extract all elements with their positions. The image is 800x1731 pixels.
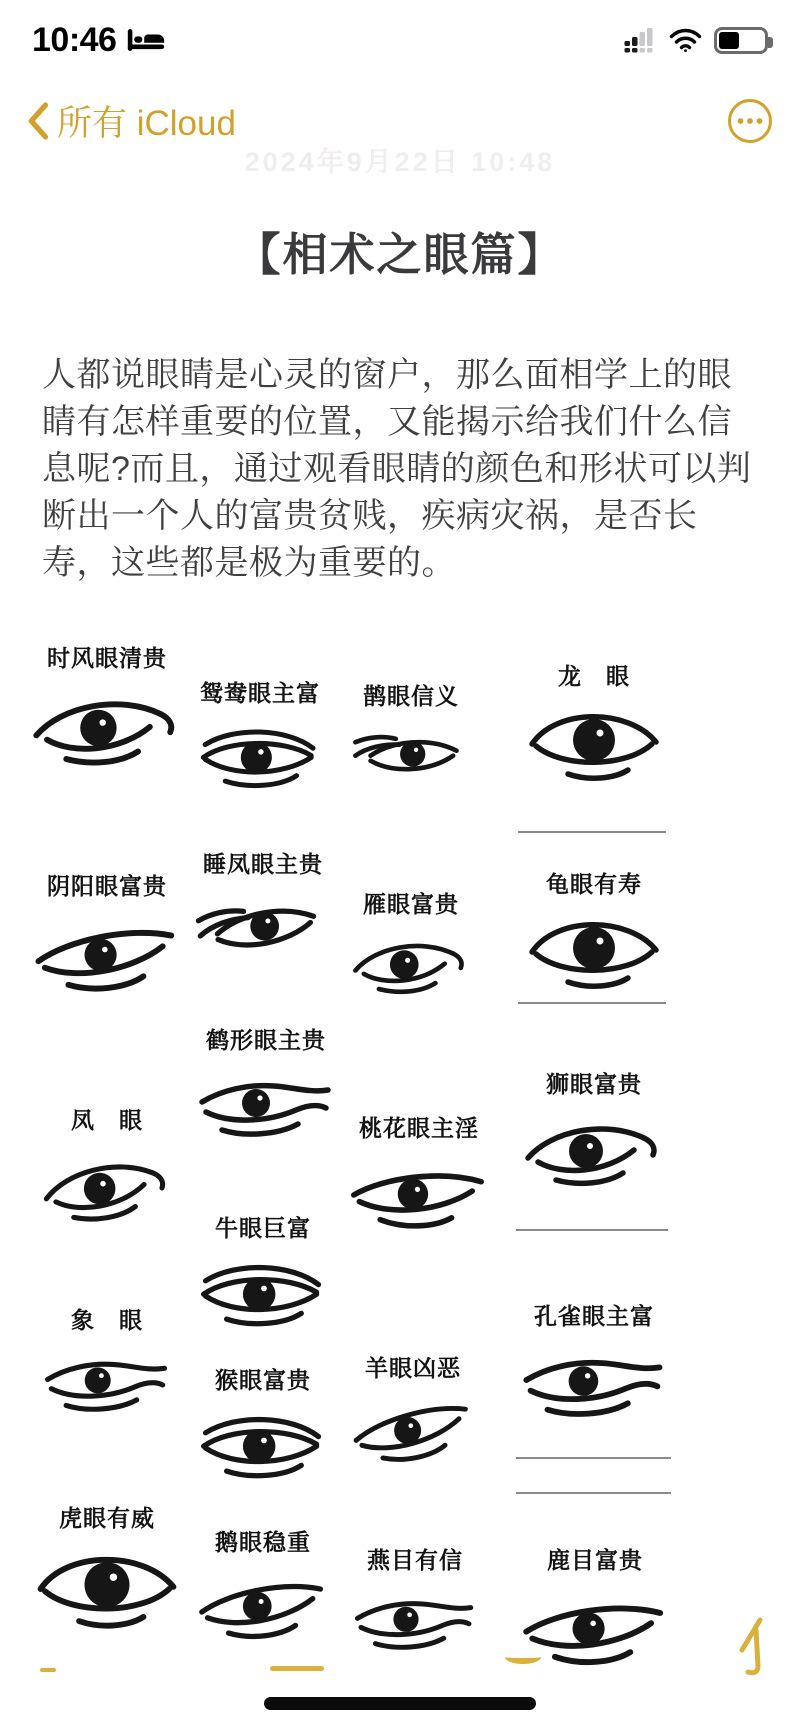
eye-cell: [524, 866, 664, 990]
eye-illustration-round: [524, 910, 664, 990]
yellow-highlight-mark: [40, 1668, 56, 1672]
eye-label: 狮眼富贵: [546, 1071, 642, 1097]
eye-label: 凤 眼: [71, 1107, 143, 1133]
column-divider: [516, 1492, 671, 1494]
eye-label: 鸳鸯眼主富: [200, 680, 320, 706]
eye-label: 龟眼有寿: [546, 871, 642, 897]
back-label: 所有 iCloud: [57, 104, 236, 143]
eye-cell: [350, 1350, 476, 1466]
eye-cell: [42, 1302, 172, 1420]
note-paragraph: 人都说眼睛是心灵的窗户，那么面相学上的眼睛有怎样重要的位置，又能揭示给我们什么信息呢?而且，通过观看眼睛的颜色和形状可以判断出一个人的富贵贫贱，疾病灾祸，是否长寿，这些都是极为重要的。: [42, 356, 752, 582]
eye-cell: [196, 1022, 336, 1146]
eye-cell: [348, 1110, 490, 1235]
column-divider: [518, 831, 666, 833]
eye-cell: [32, 868, 182, 998]
eye-label: 象 眼: [71, 1307, 143, 1333]
eye-label: 时风眼清贵: [47, 645, 167, 671]
column-divider: [518, 1002, 666, 1004]
eye-label: 雁眼富贵: [363, 891, 459, 917]
column-divider: [516, 1457, 671, 1459]
eye-cell: [520, 1542, 670, 1672]
eye-label: 羊眼凶恶: [365, 1355, 461, 1381]
eye-illustration-wavy: [196, 1066, 336, 1146]
eye-illustration-almond: [524, 1110, 664, 1190]
eye-cell: [196, 1210, 330, 1331]
eye-cell: [352, 1542, 478, 1658]
eye-illustration-leaf: [196, 1406, 330, 1483]
eye-cell: [196, 1524, 330, 1645]
eye-illustration-wavy: [42, 1346, 172, 1420]
eye-illustration-wavy: [352, 1586, 478, 1658]
eye-illustration-leaf: [196, 1254, 330, 1331]
home-indicator[interactable]: [264, 1697, 536, 1710]
yellow-highlight-mark: [270, 1666, 324, 1671]
eye-illustration-slant: [518, 1582, 672, 1675]
eye-illustration-slant: [32, 912, 182, 998]
eye-cell: [352, 886, 470, 997]
eye-illustration-wavy: [520, 1342, 668, 1427]
eye-label: 桃花眼主淫: [359, 1115, 479, 1141]
eye-cell: [196, 846, 330, 967]
eye-illustration-round: [524, 702, 664, 782]
yellow-handwriting-mark: [736, 1616, 766, 1678]
eye-label: 鹿目富贵: [547, 1547, 643, 1573]
eye-cell: [524, 658, 664, 782]
eye-illustration-almond: [40, 1146, 175, 1229]
eye-cell: [196, 675, 324, 792]
eye-illustration-almond: [352, 930, 470, 997]
eye-label: 虎眼有威: [59, 1505, 155, 1531]
eye-illustration-lashed: [352, 722, 470, 789]
eye-label: 阴阳眼富贵: [47, 873, 167, 899]
eye-cell: [352, 678, 470, 789]
column-divider: [516, 1229, 668, 1231]
eye-label: 鹊眼信义: [363, 683, 459, 709]
eye-illustration-round: [32, 1544, 182, 1630]
eye-cell: [42, 1102, 172, 1224]
eye-label: 龙 眼: [558, 663, 630, 689]
eye-illustration-almond: [32, 684, 182, 770]
eye-label: 燕目有信: [367, 1547, 463, 1573]
eye-label: 孔雀眼主富: [534, 1303, 654, 1329]
eye-cell: [32, 640, 182, 770]
eye-cell: [32, 1500, 182, 1630]
eye-label: 鹅眼稳重: [215, 1529, 311, 1555]
note-title: 【相术之眼篇】: [235, 229, 565, 280]
eye-cell: [196, 1362, 330, 1483]
eye-label: 牛眼巨富: [215, 1215, 311, 1241]
eye-illustration-slant: [345, 1148, 494, 1241]
eye-illustration-slant: [196, 1568, 330, 1645]
eye-label: 猴眼富贵: [215, 1367, 311, 1393]
eye-illustration-lashed: [192, 882, 334, 974]
eye-label: 鹤形眼主贵: [206, 1027, 326, 1053]
eye-cell: [520, 1298, 668, 1427]
status-time: 10:46: [32, 20, 117, 59]
eye-cell: [524, 1066, 664, 1190]
eye-illustration-leaf: [196, 719, 324, 792]
eye-label: 睡凤眼主贵: [203, 851, 323, 877]
eye-illustration-slant: [347, 1389, 479, 1472]
note-date: 2024年9月22日 10:48: [244, 147, 556, 177]
